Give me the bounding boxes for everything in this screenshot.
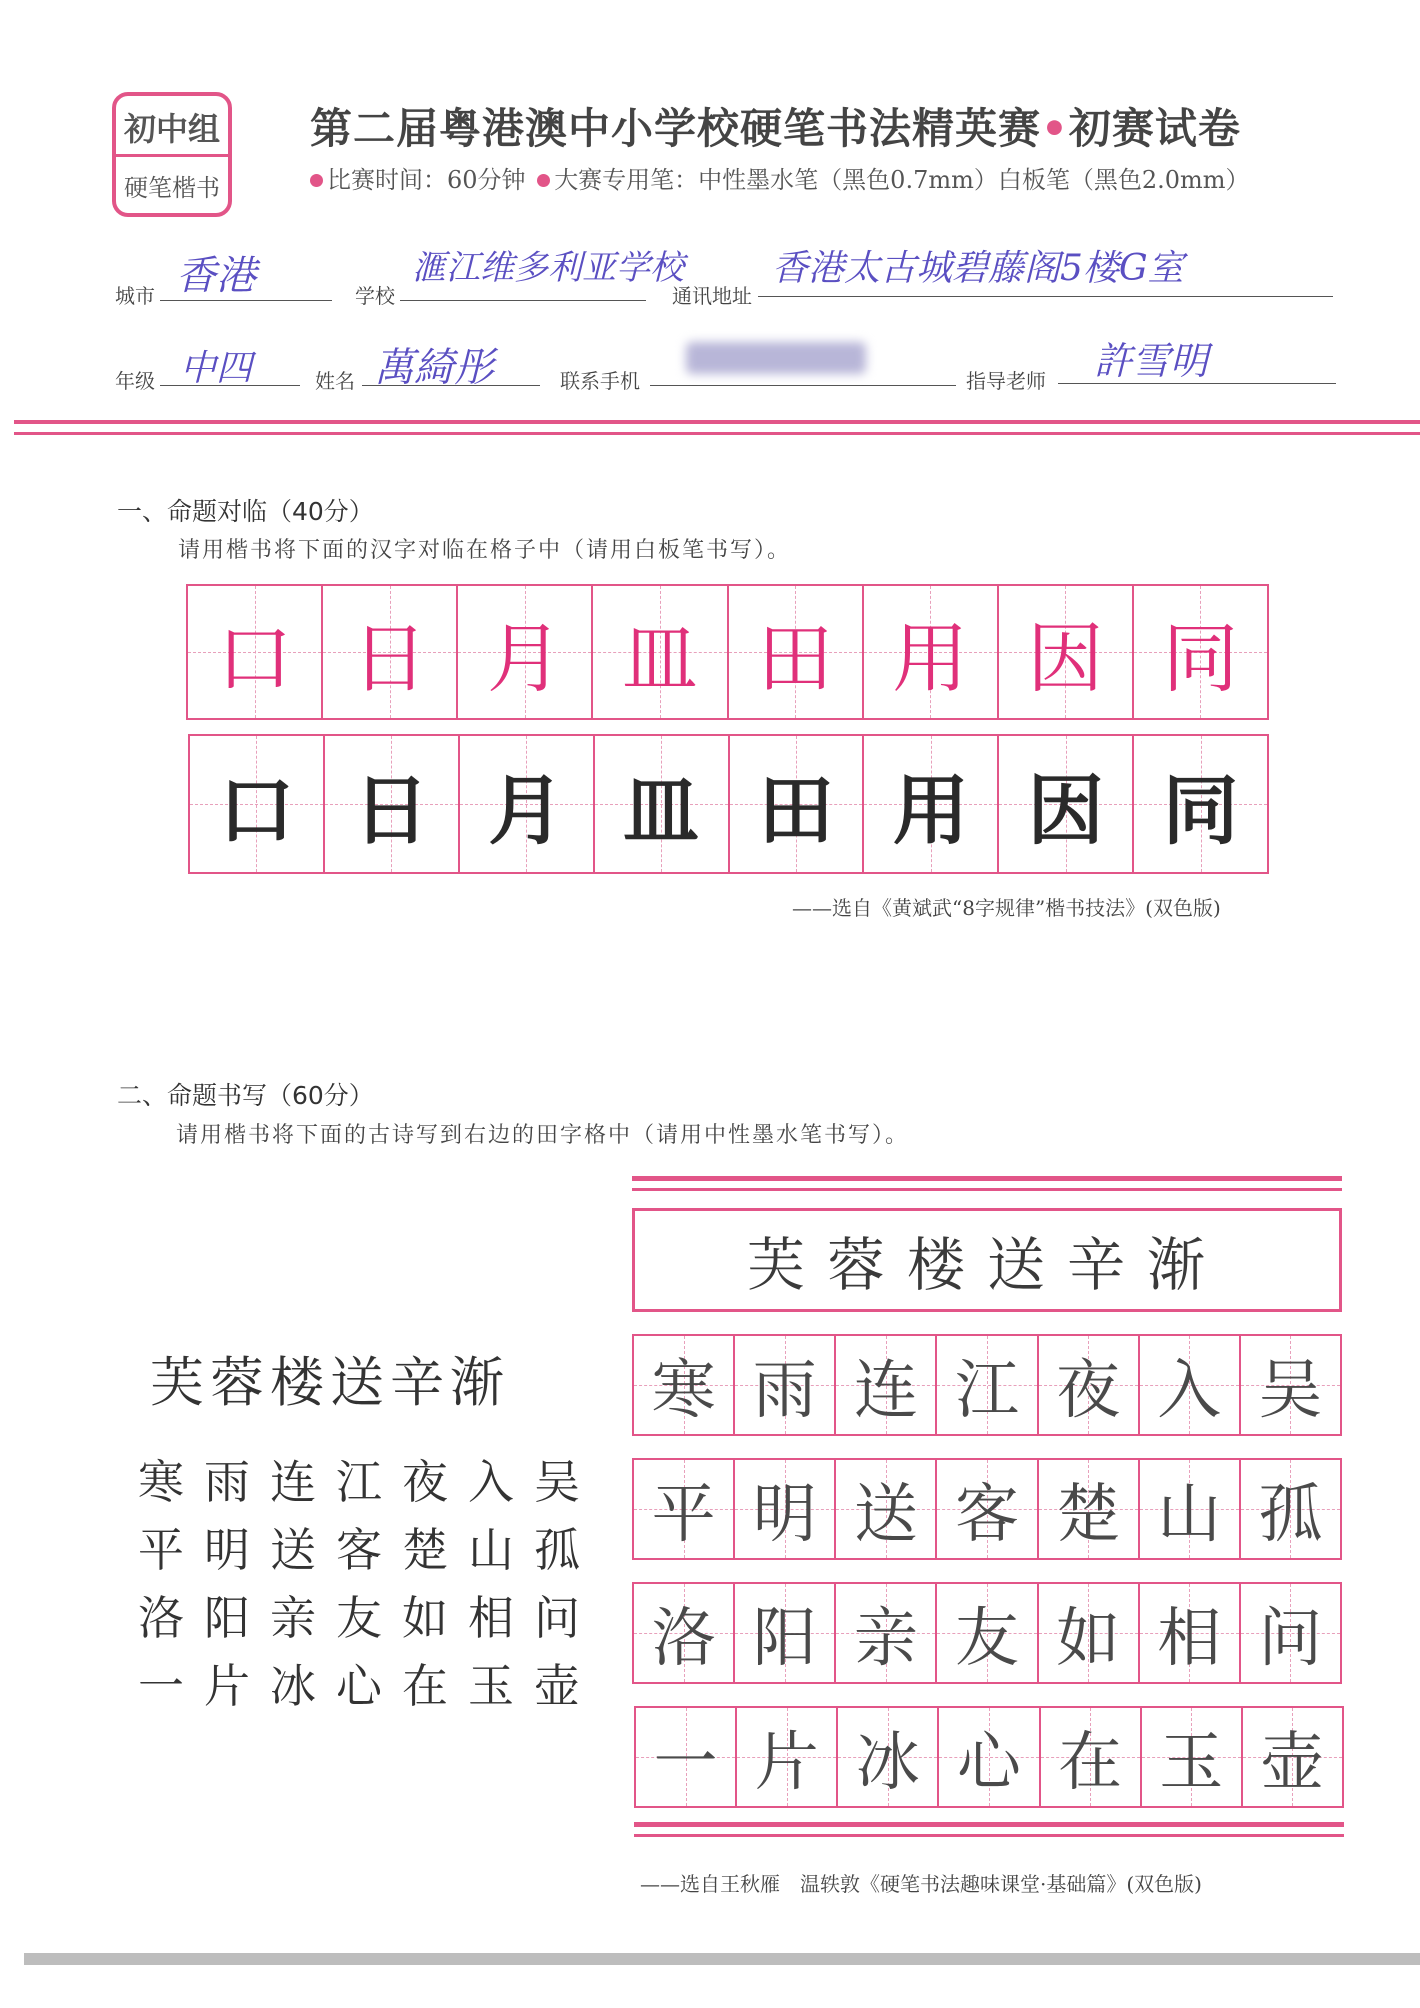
badge-divider (116, 154, 228, 157)
bullet-icon (310, 174, 323, 187)
grid-cell[interactable] (999, 736, 1134, 872)
header-divider (14, 420, 1420, 424)
model-char: 用 (892, 613, 969, 703)
written-char: 山 (1157, 1478, 1222, 1552)
grid-cell[interactable] (1243, 1708, 1342, 1806)
written-char: 玉 (1159, 1726, 1224, 1800)
phone-line (650, 385, 956, 386)
grid-cell[interactable] (1140, 1460, 1241, 1558)
poem-line: 寒雨连江夜入吴 (138, 1455, 600, 1509)
model-char: 月 (486, 613, 563, 703)
page-bottom-band (24, 1953, 1420, 1965)
grade-label: 年级 (115, 369, 155, 393)
grid-cell[interactable] (939, 1708, 1040, 1806)
grid-cell[interactable] (634, 1336, 735, 1434)
model-char: 因 (1027, 613, 1104, 703)
copy-grid[interactable] (188, 734, 1269, 874)
time-info: 比赛时间：60分钟 (327, 166, 526, 194)
poem-title-box[interactable] (632, 1208, 1342, 1312)
school-label: 学校 (355, 284, 395, 308)
grid-cell[interactable] (735, 1460, 836, 1558)
grid-cell[interactable] (735, 1584, 836, 1682)
address-field[interactable]: 香港太古城碧藤阁5楼G室 (772, 248, 1184, 289)
grade-field[interactable]: 中四 (180, 348, 253, 389)
model-char: 田 (757, 613, 834, 703)
grid-cell[interactable] (1041, 1708, 1142, 1806)
written-char: 夜 (1056, 1354, 1121, 1428)
poem-line: 一片冰心在玉壶 (138, 1659, 600, 1713)
subtitle (310, 160, 1250, 195)
name-label: 姓名 (315, 369, 355, 393)
written-char: 江 (954, 1354, 1019, 1428)
grid-cell[interactable] (836, 1336, 937, 1434)
written-char: 孤 (1258, 1478, 1323, 1552)
model-char: 口 (216, 613, 293, 703)
grid-cell[interactable] (1241, 1336, 1340, 1434)
grid-cell[interactable] (634, 1584, 735, 1682)
city-field[interactable]: 香港 (176, 253, 256, 299)
poem-line: 平明送客楚山孤 (138, 1523, 600, 1577)
grid-cell[interactable] (1134, 736, 1267, 872)
copied-char: 口 (218, 765, 295, 855)
copied-char: 月 (488, 765, 565, 855)
writing-area-bottom-bar-thin (634, 1834, 1344, 1837)
writing-area-bottom-bar (634, 1822, 1344, 1827)
copied-char: 皿 (623, 765, 700, 855)
grid-cell (188, 586, 323, 718)
model-grid-pink (186, 584, 1269, 720)
school-line (400, 300, 646, 301)
phone-redacted[interactable] (686, 342, 866, 374)
grid-cell[interactable] (836, 1584, 937, 1682)
model-char: 同 (1162, 613, 1239, 703)
grid-cell[interactable] (730, 736, 865, 872)
written-char: 在 (1058, 1726, 1123, 1800)
written-char: 亲 (853, 1602, 918, 1676)
grid-cell (323, 586, 458, 718)
written-char: 明 (752, 1478, 817, 1552)
badge-group: 初中组 (123, 110, 220, 148)
page-title (310, 96, 1241, 156)
grid-cell[interactable] (937, 1336, 1038, 1434)
grid-cell[interactable] (1142, 1708, 1243, 1806)
grid-cell[interactable] (1140, 1584, 1241, 1682)
written-char: 一 (653, 1726, 718, 1800)
written-char: 如 (1056, 1602, 1121, 1676)
grid-cell[interactable] (460, 736, 595, 872)
address-line (758, 296, 1333, 297)
header-divider-thin (14, 432, 1420, 435)
grid-cell (999, 586, 1134, 718)
written-char: 楚 (1056, 1478, 1121, 1552)
grid-cell[interactable] (937, 1460, 1038, 1558)
city-label: 城市 (115, 284, 155, 308)
grid-cell[interactable] (636, 1708, 737, 1806)
writing-row[interactable] (634, 1706, 1344, 1808)
school-field[interactable]: 滙江维多利亚学校 (412, 248, 684, 288)
grid-cell[interactable] (190, 736, 325, 872)
grid-cell[interactable] (1241, 1460, 1340, 1558)
written-char: 寒 (651, 1354, 716, 1428)
section1-source: ——选自《黄斌武“8字规律”楷书技法》(双色版) (792, 896, 1221, 920)
written-char: 洛 (651, 1602, 716, 1676)
poem-title: 芙蓉楼送辛渐 (150, 1351, 510, 1414)
title-suffix: 初赛试卷 (1068, 104, 1241, 153)
written-char: 壶 (1260, 1726, 1325, 1800)
copied-char: 用 (892, 765, 969, 855)
copied-char: 同 (1162, 765, 1239, 855)
model-char: 皿 (621, 613, 698, 703)
title-main: 第二届粤港澳中小学校硬笔书法精英赛 (310, 104, 1042, 153)
written-char: 入 (1157, 1354, 1222, 1428)
name-field[interactable]: 萬綺彤 (374, 345, 494, 391)
pen-info: 大赛专用笔：中性墨水笔（黑色0.7mm）白板笔（黑色2.0mm） (554, 166, 1250, 194)
written-char: 问 (1258, 1602, 1323, 1676)
writing-row[interactable] (632, 1582, 1342, 1684)
grid-cell[interactable] (325, 736, 460, 872)
grid-cell[interactable] (735, 1336, 836, 1434)
grid-cell (593, 586, 728, 718)
written-char: 冰 (855, 1726, 920, 1800)
phone-label: 联系手机 (560, 369, 640, 393)
address-label: 通讯地址 (672, 284, 752, 308)
grid-cell[interactable] (937, 1584, 1038, 1682)
writing-row[interactable] (632, 1458, 1342, 1560)
copied-char: 田 (757, 765, 834, 855)
grid-cell[interactable] (1039, 1336, 1140, 1434)
grid-cell[interactable] (595, 736, 730, 872)
title-dot: • (1041, 104, 1069, 153)
teacher-field[interactable]: 許雪明 (1094, 339, 1209, 383)
copied-char: 因 (1027, 765, 1104, 855)
written-char: 连 (853, 1354, 918, 1428)
section2-instruction: 请用楷书将下面的古诗写到右边的田字格中（请用中性墨水笔书写）。 (176, 1123, 910, 1148)
writing-area-top-bar-thin (632, 1188, 1342, 1191)
written-char: 心 (956, 1726, 1021, 1800)
written-char: 友 (954, 1602, 1019, 1676)
written-char: 雨 (752, 1354, 817, 1428)
written-poem-title: 芙蓉楼送辛渐 (746, 1231, 1227, 1299)
grid-cell (458, 586, 593, 718)
section2-source: ——选自王秋雁 温轶敦《硬笔书法趣味课堂·基础篇》(双色版) (640, 1872, 1202, 1896)
written-char: 相 (1157, 1602, 1222, 1676)
section1-instruction: 请用楷书将下面的汉字对临在格子中（请用白板笔书写）。 (178, 538, 792, 563)
written-char: 送 (853, 1478, 918, 1552)
grid-cell[interactable] (737, 1708, 838, 1806)
grid-cell (864, 586, 999, 718)
grid-cell[interactable] (1140, 1336, 1241, 1434)
grid-cell[interactable] (836, 1460, 937, 1558)
copied-char: 日 (353, 765, 430, 855)
grid-cell[interactable] (1039, 1460, 1140, 1558)
writing-area-top-bar (632, 1176, 1342, 1181)
badge-category: 硬笔楷书 (124, 174, 220, 202)
grid-cell[interactable] (838, 1708, 939, 1806)
written-char: 阳 (752, 1602, 817, 1676)
written-char: 平 (651, 1478, 716, 1552)
written-char: 客 (954, 1478, 1019, 1552)
grid-cell (1134, 586, 1267, 718)
writing-row[interactable] (632, 1334, 1342, 1436)
grid-cell[interactable] (1241, 1584, 1340, 1682)
grid-cell (729, 586, 864, 718)
grid-cell[interactable] (634, 1460, 735, 1558)
section1-heading: 一、命题对临（40分） (117, 497, 374, 526)
teacher-label: 指导老师 (966, 369, 1046, 393)
grid-cell[interactable] (1039, 1584, 1140, 1682)
model-char: 日 (351, 613, 428, 703)
group-badge (112, 92, 232, 217)
bullet-icon (537, 174, 550, 187)
section2-heading: 二、命题书写（60分） (117, 1081, 374, 1110)
written-char: 片 (754, 1726, 819, 1800)
written-char: 吴 (1258, 1354, 1323, 1428)
grid-cell[interactable] (864, 736, 999, 872)
poem-line: 洛阳亲友如相问 (138, 1591, 600, 1645)
